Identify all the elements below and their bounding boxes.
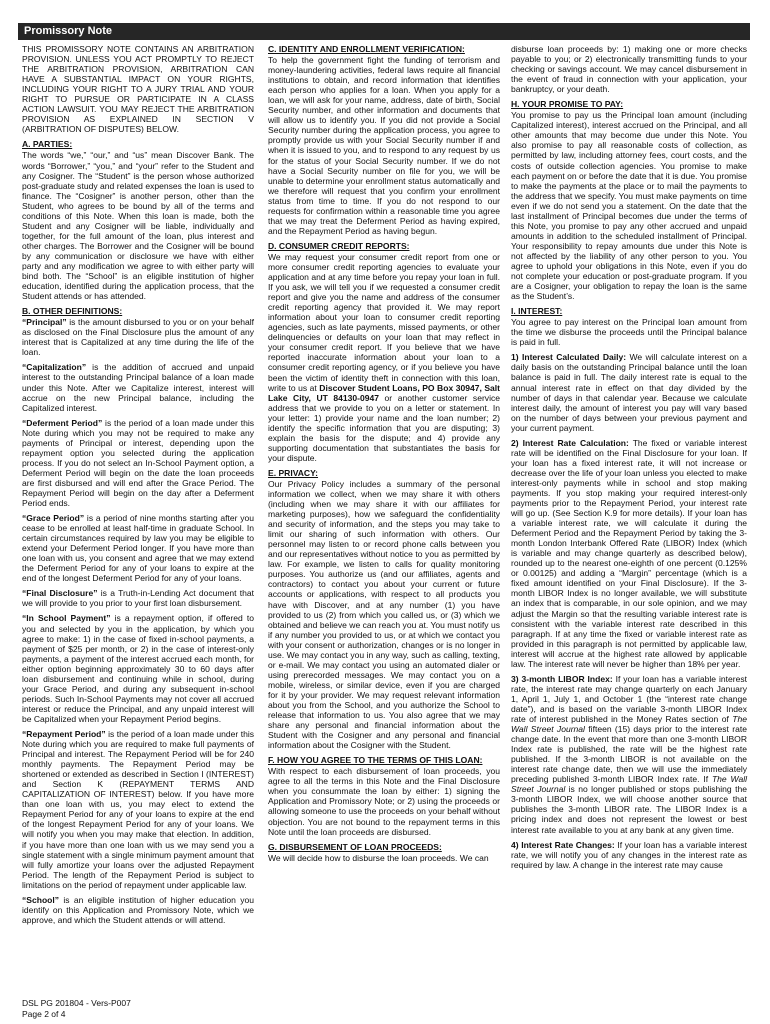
definition-capitalization — [22, 362, 254, 412]
arbitration-notice: THIS PROMISSORY NOTE CONTAINS AN ARBITRATION PROVISION. UNLESS YOU ACT PROMPTLY TO REJECT THE ARBITRATION PROVISION, ARBITRATION CAN HAVE A SUBSTANTIAL IMPACT ON YOUR RIGHTS, INCLUDING YOUR RIGHT TO A JURY TRIAL AND YOUR RIGHT TO PURSUE OR PARTICIPATE IN A CLASS ACTION LAWSUIT. YOU MAY REJECT THE ARBITRATION PROVISION AS EXPLAINED IN SECTION V (ARBITRATION OF DISPUTES) BELOW. — [22, 44, 254, 135]
parties-text: The words “we,” “our,” and “us” mean Discover Bank. The words “Borrower,” “you,” and “your” refer to the Student and any Cosigner. The “Student” is the person whose authorized post-graduate study and related expenses the loan is used to finance. The “Cosigner” is another person, other than the Student, who agrees to be bound by all of the terms and conditions of this Note. When this loan is made, both the Student and any Cosigner will be liable, individually and together, for the full amount of the loan, plus interest and other charges. The Borrower and the Cosigner will be bound by any communication or disclosure we have with either party and any modification we agree to with either party will bind both. The “School” is an eligible institution of higher education, identified during the application process, that the Student attends or has attended. — [22, 150, 254, 302]
disbursement-text-continued: disburse loan proceeds by: 1) making one or more checks payable to you; or 2) electronically transmitting funds to your checking or savings account. We may cancel disbursement in the event of fraud in connection with your application, your bankruptcy, or your death. — [511, 44, 747, 95]
privacy-text: Our Privacy Policy includes a summary of the personal information we collect, when we may share it with others (including when we may share it with our affiliates for marketing purposes), how we safeguard the confidentiality and security of information, and the steps you may take to limit our sharing of such information with others. Our personnel may listen to or record phone calls between you and our representatives without notice to you as permitted by law. For example, we listen to calls for quality monitoring purposes. You authorize us (and our affiliates, agents and contractors) to contact you about your current or future accounts or applications, with respect to all products you have with Discover, and at any number (1) you have provided to us (2) from which you called us, or (3) which we obtained and believe we can reach you at. You must notify us if any number you provided to us, or at which we contact you with your consent or authorization, changes or is no longer in use. We may contact you in any way, such as calling, texting, or e-mail. We may contact you using an automated dialer or using prerecorded messages. We may contact you on a mobile, wireless, or similar device, even if you are charged for it by your provider. We may request relevant information about you from the School, and you authorize the School to release that information to us. You also agree that we may share any personal and financial information about the Student with the Cosigner and any personal and financial information about the Cosigner with the Student. — [268, 478, 500, 751]
term-grace: “Grace Period” — [22, 513, 85, 524]
credit-reports-text-b: or another customer service address that we provide to you on a letter or statement. In your letter: 1) provide your name and the loan number; 2) identify the specific information that you are disputing; 3) explain the basis for the dispute; and 4) provide any supporting documentation that substantiates the basis for your dispute. — [268, 392, 500, 463]
definition-grace-text: is a period of nine months starting after you cease to be enrolled at least half-time in graduate School. In certain circumstances required by law you may be eligible to extend your Deferment Period longer. If you have more than one loan with us, you consent and agree that we may extend the Deferment Period for any of your loans to expire at the end of the longest Deferment Period for any of your loans. — [22, 513, 254, 584]
section-heading-privacy: E. PRIVACY: — [268, 467, 319, 478]
definition-grace — [22, 513, 254, 583]
term-principal: “Principal” — [22, 317, 67, 328]
section-heading-promise-to-pay: H. YOUR PROMISE TO PAY: — [511, 99, 624, 110]
agree-terms-text: With respect to each disbursement of loan proceeds, you agree to all the terms in this Note and the Final Disclosure when you consummate the loan by either: 1) signing the Application and Promissory Note; or 2) using the proceeds or allowing someone to use the proceeds on your behalf without objection. You are not bound to the repayment terms in this Note until the loan proceeds are disbursed. — [268, 766, 500, 837]
definition-repayment — [22, 729, 254, 890]
term-interest-daily: 1) Interest Calculated Daily: — [511, 352, 627, 363]
interest-daily-text: We will calculate interest on a daily basis on the outstanding Principal balance until the loan balance is paid in full. The daily interest rate is equal to the annual interest rate in effect on that day divided by the number of days in that calendar year. Because we calculate interest daily, the amount of interest you pay will vary based on the number of days between your previous payment and your current payment. — [511, 352, 747, 433]
credit-reports-text — [268, 252, 500, 463]
interest-rate-changes — [511, 840, 747, 870]
section-heading-parties: A. PARTIES: — [22, 139, 73, 150]
term-in-school: “In School Payment” — [22, 613, 111, 624]
interest-rate-calculation-text: The fixed or variable interest rate will be identified on the Final Disclosure for your loan. If your loan has a fixed interest rate, it will not increase or decrease over the life of your loan unless you elected to make interest-only payments while in school and stop making payments. If you stop making your required interest-only payments prior to the Repayment Period, your interest rate will go up. (See Section K.9 for more details). If your loan has a variable interest rate, we will calculate it during the Deferment Period and the Repayment Period by taking the 3-month London Interbank Offered Rate (LIBOR) Index (which is variable and may change quarterly as described below), rounded up to the nearest one-eighth of one percent (0.125% or 0.00125) and adding a “Margin” percentage (which is a fixed amount identified on your Final Disclosure). If the 3-month LIBOR Index is no longer available, we will substitute an index that is comparable, in our sole opinion, and we may adjust the Margin so that the resulting variable interest rate is consistent with the variable interest rate described in this paragraph. If at any time the fixed or variable interest rate as provided in this paragraph is not permitted by applicable law, interest will accrue at the highest rate allowed by applicable law. The interest rate will never be higher than 18% per year. — [511, 437, 747, 669]
definition-school-text: is an eligible institution of higher education you identify on this Application and Promissory Note, which we approve, and which the Student attends or will attend. — [22, 894, 254, 925]
definition-principal — [22, 317, 254, 357]
section-heading-identity: C. IDENTITY AND ENROLLMENT VERIFICATION: — [268, 44, 465, 54]
definition-repayment-text: is the period of a loan made under this Note during which you are required to make full payments of Principal and interest. The Repayment Period will be for 240 monthly payments. The Repayment Period may be shortened or extended as described in Section I (INTEREST) and Section K (REPAYMENT TERMS AND CAPITALIZATION OF INTEREST) below. If you have more than one loan with us, you may elect to extend the Repayment Period for any of your loans to expire at the end of the longest Repayment Period for any of your loans. We will notify you when you may make that election. In addition, if you have more than one loan with us we may send you a single statement with a single minimum payment amount that will fully amortize your loans over the adjusted Repayment Period. The length of the Repayment Period is subject to limitations on the period of repayment under applicable law. — [22, 729, 254, 890]
term-capitalization: “Capitalization” — [22, 362, 87, 373]
page-number: Page 2 of 4 — [22, 1008, 66, 1019]
term-deferment: “Deferment Period” — [22, 417, 103, 428]
definition-deferment-text: is the period of a loan made under this Note during which you may not be required to make any payments of Principal or interest, depending upon the repayment option you selected during the application process. If you do not select an In-School Payment option, a Deferment Period will begin on the date the loan proceeds are first disbursed and will end after the Grace Period. The Repayment Period will begin on the day after a Deferment Period ends. — [22, 417, 254, 509]
column-left — [22, 44, 254, 930]
libor-index — [511, 674, 747, 835]
wsj-title-2: The Wall Street Journal — [511, 774, 747, 795]
credit-reports-text-a: We may request your consumer credit report from one or more consumer credit reporting agencies to evaluate your application and at any time before you repay your loan in full. If you ask, we will tell you if we requested a consumer credit report and give you the name and address of the consumer credit reporting agency that provided it. We may report information about your loan to consumer credit reporting agencies, such as late payments, missed payments, or other delinquencies or defaults on your loan that may reflect in your consumer credit report. If you believe that we have reported inaccurate information about your loan to a consumer credit reporting agency, or if you believe you have been the victim of identity theft in connection with this loan, write to us at — [268, 251, 500, 393]
libor-text-b: fifteen (15) days prior to the interest rate change date. In the event that more than one 3-month LIBOR Index rate is published, the rate will be the highest rate published. If the 3-month LIBOR is not available on the interest rate change date, then we will use the immediately preceding published 3-month LIBOR Index rate. If — [511, 724, 747, 785]
interest-rate-calculation — [511, 438, 747, 669]
term-libor-index: 3) 3-month LIBOR Index: — [511, 673, 613, 684]
section-heading-disbursement: G. DISBURSEMENT OF LOAN PROCEEDS: — [268, 841, 442, 852]
definition-capitalization-text: is the addition of accrued and unpaid interest to the outstanding Principal balance of a loan made under this Note. After we Capitalize interest, interest will accrue on the new Principal balance, including the Capitalized interest. — [22, 362, 254, 413]
footer — [22, 998, 131, 1019]
form-version: DSL PG 201804 - Vers-P007 — [22, 998, 131, 1008]
term-interest-rate-calculation: 2) Interest Rate Calculation: — [511, 437, 629, 448]
definition-final-disclosure — [22, 588, 254, 608]
interest-rate-changes-text: If your loan has a variable interest rate, we will notify you of any changes in the interest rate as required by law. A change in the interest rate may cause — [511, 839, 747, 870]
section-heading-credit-reports: D. CONSUMER CREDIT REPORTS: — [268, 240, 410, 251]
libor-text-c: is no longer published or stops publishing the 3-month LIBOR Index, we will choose another source that publishes the 3-month LIBOR rate. The LIBOR Index is a pricing index and does not represent the lowest or best interest rate available to you at any bank at any given time. — [511, 784, 747, 835]
term-repayment: “Repayment Period” — [22, 729, 106, 739]
identity-text: To help the government fight the funding of terrorism and money-laundering activities, federal laws require all financial institutions to obtain, and record information that identifies each person who applies for a loan. When you apply for a loan, we will ask for your name, address, date of birth, Social Security number, and other information and documents that will allow us to identify you. If you did not provide a Social Security number during the application process, you agree to promptly provide us with your Social Security number if and when it is issued to you, and to respond to any request by us for the status of your Social Security number. If we do not have a Social Security number on file for you, we will be unable to determine your enrollment status automatically and we therefore will request that you confirm your enrollment status from time to time. If you do not respond to our requests for confirmation within a reasonable time you agree that we may treat the Deferment Period as having expired, and the Repayment Period as having begun. — [268, 55, 500, 236]
column-right — [511, 44, 747, 875]
libor-text-a: If your loan has a variable interest rate, the interest rate may change quarterly on each January 1, April 1, July 1, and October 1 (the “interest rate change date”), and is based on the variable 3-month LIBOR Index rate of interest published in the Money Rates section of — [511, 673, 747, 724]
promise-to-pay-text: You promise to pay us the Principal loan amount (including Capitalized interest), interest accrued on the Principal, and all other amounts that may become due under this Note. You also promise to pay all reasonable costs of collection, as permitted by law, including attorney fees, court costs, and the costs of outside collection agencies. You promise to make each payment on or before the date that it is due. You promise to make the payments at the place or to mail the payments to the address that we specify. You must make payments on time even if we do not send you a statement. On the date that the last installment of Principal becomes due under the terms of this Note, you promise to pay any other accrued and unpaid amounts in addition to the scheduled installment of Principal. Your responsibility to repay amounts due under this Note is not affected by the liability of any other person to you. You agree to uphold your obligations in this Note, even if you do not complete your education or post-graduate program. If you are a Cosigner, your obligation to repay the loan is the same as the Student’s. — [511, 110, 747, 302]
term-interest-rate-changes: 4) Interest Rate Changes: — [511, 839, 615, 850]
dispute-address: Discover Student Loans, PO Box 30947, Salt Lake City, UT 84130-0947 — [268, 382, 501, 403]
disbursement-text: We will decide how to disburse the loan proceeds. We can — [268, 852, 489, 863]
wsj-title: The Wall Street Journal — [511, 714, 747, 735]
definition-final-disclosure-text: is a Truth-in-Lending Act document that we will provide to you prior to your first loan disbursement. — [22, 588, 254, 609]
interest-daily — [511, 352, 747, 432]
section-heading-definitions: B. OTHER DEFINITIONS: — [22, 306, 123, 317]
section-heading-agree-terms: F. HOW YOU AGREE TO THE TERMS OF THIS LOAN: — [268, 755, 483, 766]
definition-deferment — [22, 418, 254, 508]
interest-text: You agree to pay interest on the Principal loan amount from the time we disburse the proceeds until the Principal balance is paid in full. — [511, 317, 747, 348]
definition-principal-text: is the amount disbursed to you or on your behalf as disclosed on the Final Disclosure plus the amount of any interest that is Capitalized at any time during the life of the loan. — [22, 317, 254, 358]
term-school: “School” — [22, 894, 60, 905]
definition-in-school — [22, 613, 254, 724]
page-title: Promissory Note — [18, 23, 750, 40]
definition-in-school-text: is a repayment option, if offered to you and selected by you in the application, by which you agree to make: 1) in the case of fixed in-school payments, a payment of $25 per month, or 2) in the case of interest-only payments, a payment of the interest accrued each month, for either option beginning approximately 30 to 60 days after loan disbursement and continuing while in school, during your Grace Period, and during any subsequent in-school periods. Such In-School Payments may not cover all accrued interest or reduce the Principal, and any unpaid interest will be Capitalized when your Repayment Period begins. — [22, 613, 254, 724]
section-heading-interest: I. INTEREST: — [511, 306, 563, 317]
column-middle — [268, 44, 500, 868]
term-final-disclosure: “Final Disclosure” — [22, 588, 98, 599]
definition-school — [22, 895, 254, 925]
